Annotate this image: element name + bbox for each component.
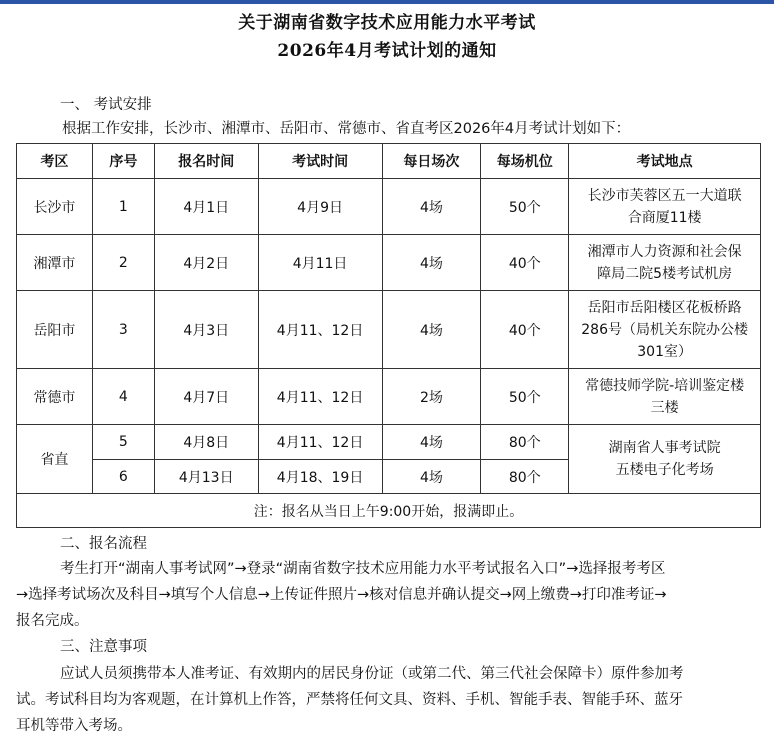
cell-exam: 4月11日	[258, 235, 382, 291]
section3-line: 应试人员须携带本人准考证、有效期内的居民身份证（或第二代、第三代社会保障卡）原件参加考	[60, 666, 684, 682]
cell-reg: 4月3日	[154, 291, 258, 369]
section3-heading: 三、注意事项	[60, 639, 147, 655]
cell-no: 2	[92, 235, 154, 291]
header-location: 考试地点	[569, 144, 761, 179]
section1-intro: 根据工作安排，长沙市、湘潭市、岳阳市、常德市、省直考区2026年4月考试计划如下：	[62, 121, 631, 137]
cell-seats: 40个	[481, 235, 569, 291]
cell-exam: 4月11、12日	[258, 291, 382, 369]
header-exam-time: 考试时间	[258, 144, 382, 179]
table-row	[17, 291, 761, 369]
section1-heading: 一、 考试安排	[60, 97, 152, 113]
cell-area: 省直	[17, 425, 93, 494]
cell-no: 1	[92, 179, 154, 235]
table-header-row	[17, 144, 761, 179]
section2-line: 考生打开“湖南人事考试网”→登录“湖南省数字技术应用能力水平考试报名入口”→选择报考考区	[60, 561, 666, 577]
cell-area: 长沙市	[17, 179, 93, 235]
cell-exam: 4月9日	[258, 179, 382, 235]
location-line: 岳阳市岳阳楼区花板桥路	[587, 299, 742, 316]
cell-reg: 4月1日	[154, 179, 258, 235]
cell-reg: 4月7日	[154, 369, 258, 425]
section2-heading: 二、报名流程	[60, 536, 147, 552]
cell-location	[569, 291, 761, 369]
location-line: 湘潭市人力资源和社会保	[587, 243, 742, 260]
cell-reg: 4月2日	[154, 235, 258, 291]
location-line: 301室）	[637, 343, 692, 360]
section3-line: 耳机等带入考场。	[16, 718, 132, 734]
header-no: 序号	[92, 144, 154, 179]
cell-no: 6	[92, 460, 154, 494]
table-row	[17, 179, 761, 235]
cell-location	[569, 425, 761, 494]
cell-exam: 4月11、12日	[258, 369, 382, 425]
location-line: 湖南省人事考试院	[608, 440, 721, 456]
cell-exam: 4月18、19日	[258, 460, 382, 494]
location-line: 长沙市芙蓉区五一大道联	[587, 187, 742, 204]
cell-seats: 50个	[481, 179, 569, 235]
section2-line: →选择考试场次及科目→填写个人信息→上传证件照片→核对信息并确认提交→网上缴费→打印准考证→	[16, 587, 667, 603]
cell-location	[569, 369, 761, 425]
header-sessions: 每日场次	[382, 144, 481, 179]
header-seats: 每场机位	[481, 144, 569, 179]
cell-sessions: 4场	[382, 179, 481, 235]
top-accent-bar	[0, 0, 774, 4]
section2-line: 报名完成。	[16, 613, 89, 629]
table-note-row	[17, 494, 761, 528]
location-line: 合商厦11楼	[627, 209, 702, 226]
cell-seats: 80个	[481, 425, 569, 460]
header-area: 考区	[17, 144, 93, 179]
exam-plan-table	[16, 143, 761, 528]
cell-area: 常德市	[17, 369, 93, 425]
cell-location	[569, 179, 761, 235]
location-line: 五楼电子化考场	[615, 462, 714, 478]
cell-seats: 50个	[481, 369, 569, 425]
cell-no: 4	[92, 369, 154, 425]
cell-no: 3	[92, 291, 154, 369]
location-line: 286号（局机关东院办公楼	[581, 321, 748, 338]
cell-reg: 4月8日	[154, 425, 258, 460]
cell-reg: 4月13日	[154, 460, 258, 494]
cell-area: 湘潭市	[17, 235, 93, 291]
location-line: 三楼	[650, 399, 679, 416]
cell-sessions: 2场	[382, 369, 481, 425]
table-row	[17, 425, 761, 460]
cell-area: 岳阳市	[17, 291, 93, 369]
header-reg-time: 报名时间	[154, 144, 258, 179]
cell-seats: 40个	[481, 291, 569, 369]
table-row	[17, 235, 761, 291]
page-subtitle: 2026年4月考试计划的通知	[277, 41, 497, 61]
cell-sessions: 4场	[382, 235, 481, 291]
location-line: 常德技师学院-培训鉴定楼	[585, 377, 745, 394]
cell-exam: 4月11、12日	[258, 425, 382, 460]
cell-sessions: 4场	[382, 291, 481, 369]
section3-line: 试。考试科目均为客观题，在计算机上作答，严禁将任何文具、资料、手机、智能手表、智能手环、蓝牙	[16, 692, 683, 708]
table-row	[17, 369, 761, 425]
page-title: 关于湖南省数字技术应用能力水平考试	[238, 13, 536, 33]
cell-seats: 80个	[481, 460, 569, 494]
cell-location	[569, 235, 761, 291]
cell-sessions: 4场	[382, 460, 481, 494]
table-note: 注：报名从当日上午9:00开始，报满即止。	[17, 494, 761, 528]
cell-no: 5	[92, 425, 154, 460]
cell-sessions: 4场	[382, 425, 481, 460]
location-line: 障局二院5楼考试机房	[597, 265, 733, 282]
